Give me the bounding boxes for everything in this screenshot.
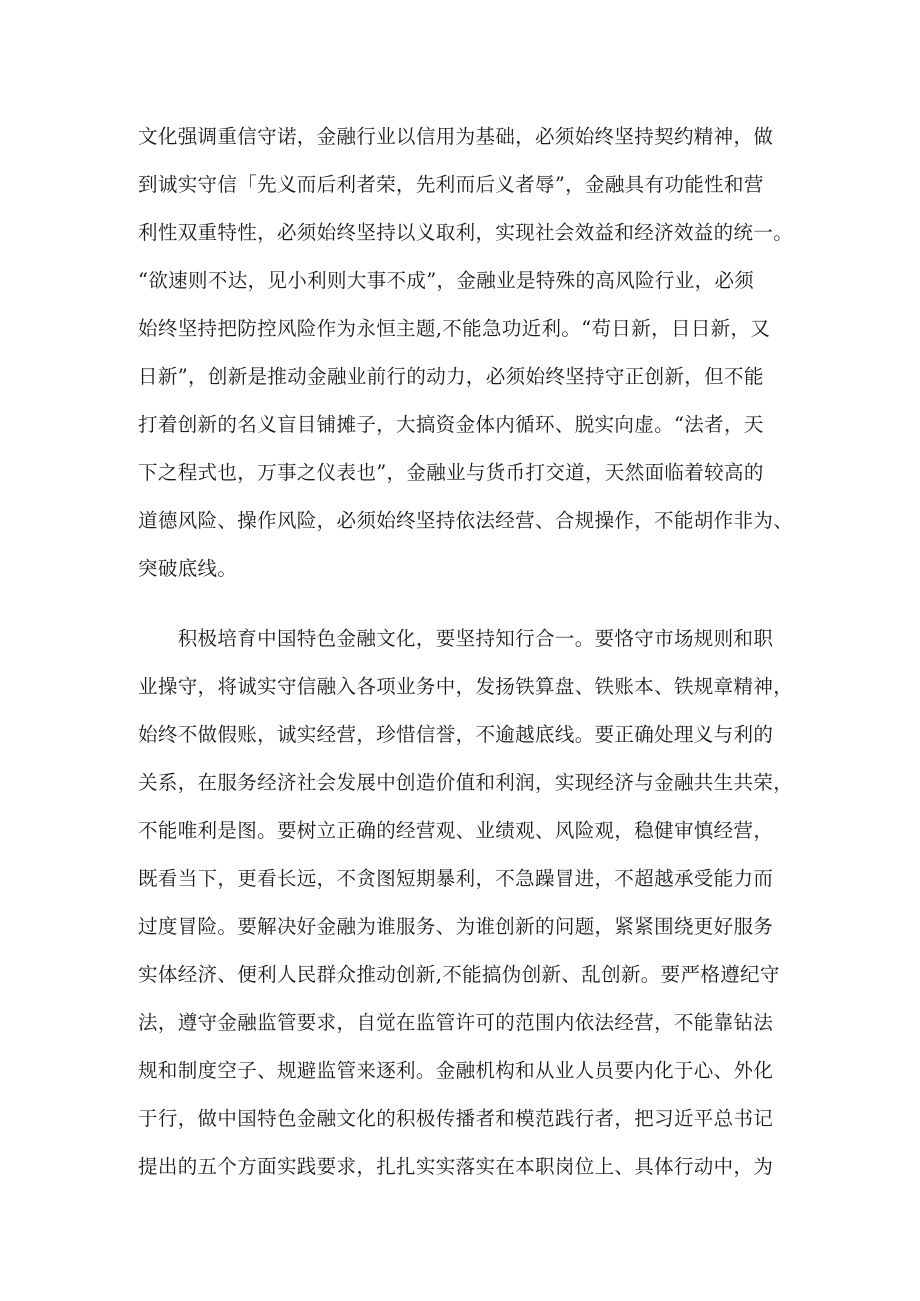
paragraph-line: 到诚实守信「先义而后利者荣，先利而后义者辱”，金融具有功能性和营: [138, 173, 764, 196]
paragraph-line: 道德风险、操作风险，必须始终坚持依法经营、合规操作，不能胡作非为、: [138, 509, 794, 532]
paragraph-line: 不能唯利是图。要树立正确的经营观、业绩观、风险观，稳健审慎经营，: [138, 819, 774, 842]
paragraph-line: 始终坚持把防控风险作为永恒主题,不能急功近利。“苟日新，日日新，又: [138, 317, 771, 340]
paragraph-line: 打着创新的名义盲目铺摊子，大搞资金体内循环、脱实向虚。“法者，天: [138, 413, 764, 436]
paragraph-line: 于行，做中国特色金融文化的积极传播者和模范践行者，把习近平总书记: [138, 1107, 774, 1130]
paragraph-line: “欲速则不达，见小利则大事不成”，金融业是特殊的高风险行业，必须: [138, 269, 755, 292]
paragraph-line: 业操守，将诚实守信融入各项业务中，发扬铁算盘、铁账本、铁规章精神，: [138, 675, 794, 698]
paragraph-line: 提出的五个方面实践要求，扎扎实实落实在本职岗位上、具体行动中，为: [138, 1155, 774, 1178]
paragraph-line: 规和制度空子、规避监管来逐利。金融机构和从业人员要内化于心、外化: [138, 1059, 774, 1082]
paragraph-line: 既看当下，更看长远，不贪图短期暴利，不急躁冒进，不超越承受能力而: [138, 867, 774, 890]
paragraph-2: [138, 615, 798, 1191]
paragraph-line: 下之程式也，万事之仪表也”，金融业与货币打交道，天然面临着较高的: [138, 461, 764, 484]
paragraph-line: 始终不做假账，诚实经营，珍惜信誉，不逾越底线。要正确处理义与利的: [138, 723, 774, 746]
paragraph-line: 法，遵守金融监管要求，自觉在监管许可的范围内依法经营，不能靠钻法: [138, 1011, 774, 1034]
paragraph-line: 利性双重特性，必须始终坚持以义取利，实现社会效益和经济效益的统一。: [138, 221, 794, 244]
paragraph-line: 积极培育中国特色金融文化，要坚持知行合一。要恪守市场规则和职: [138, 627, 774, 650]
paragraph-line: 日新”，创新是推动金融业前行的动力，必须始终坚持守正创新，但不能: [138, 365, 764, 388]
paragraph-line: 文化强调重信守诺，金融行业以信用为基础，必须始终坚持契约精神，做: [138, 125, 774, 148]
paragraph-line: 实体经济、便利人民群众推动创新,不能搞伪创新、乱创新。要严格遵纪守: [138, 963, 780, 986]
paragraph-1: [138, 113, 798, 593]
paragraph-line: 过度冒险。要解决好金融为谁服务、为谁创新的问题，紧紧围绕更好服务: [138, 915, 774, 938]
paragraph-line: 关系，在服务经济社会发展中创造价值和利润，实现经济与金融共生共荣，: [138, 771, 794, 794]
paragraph-line: 突破底线。: [138, 557, 238, 580]
